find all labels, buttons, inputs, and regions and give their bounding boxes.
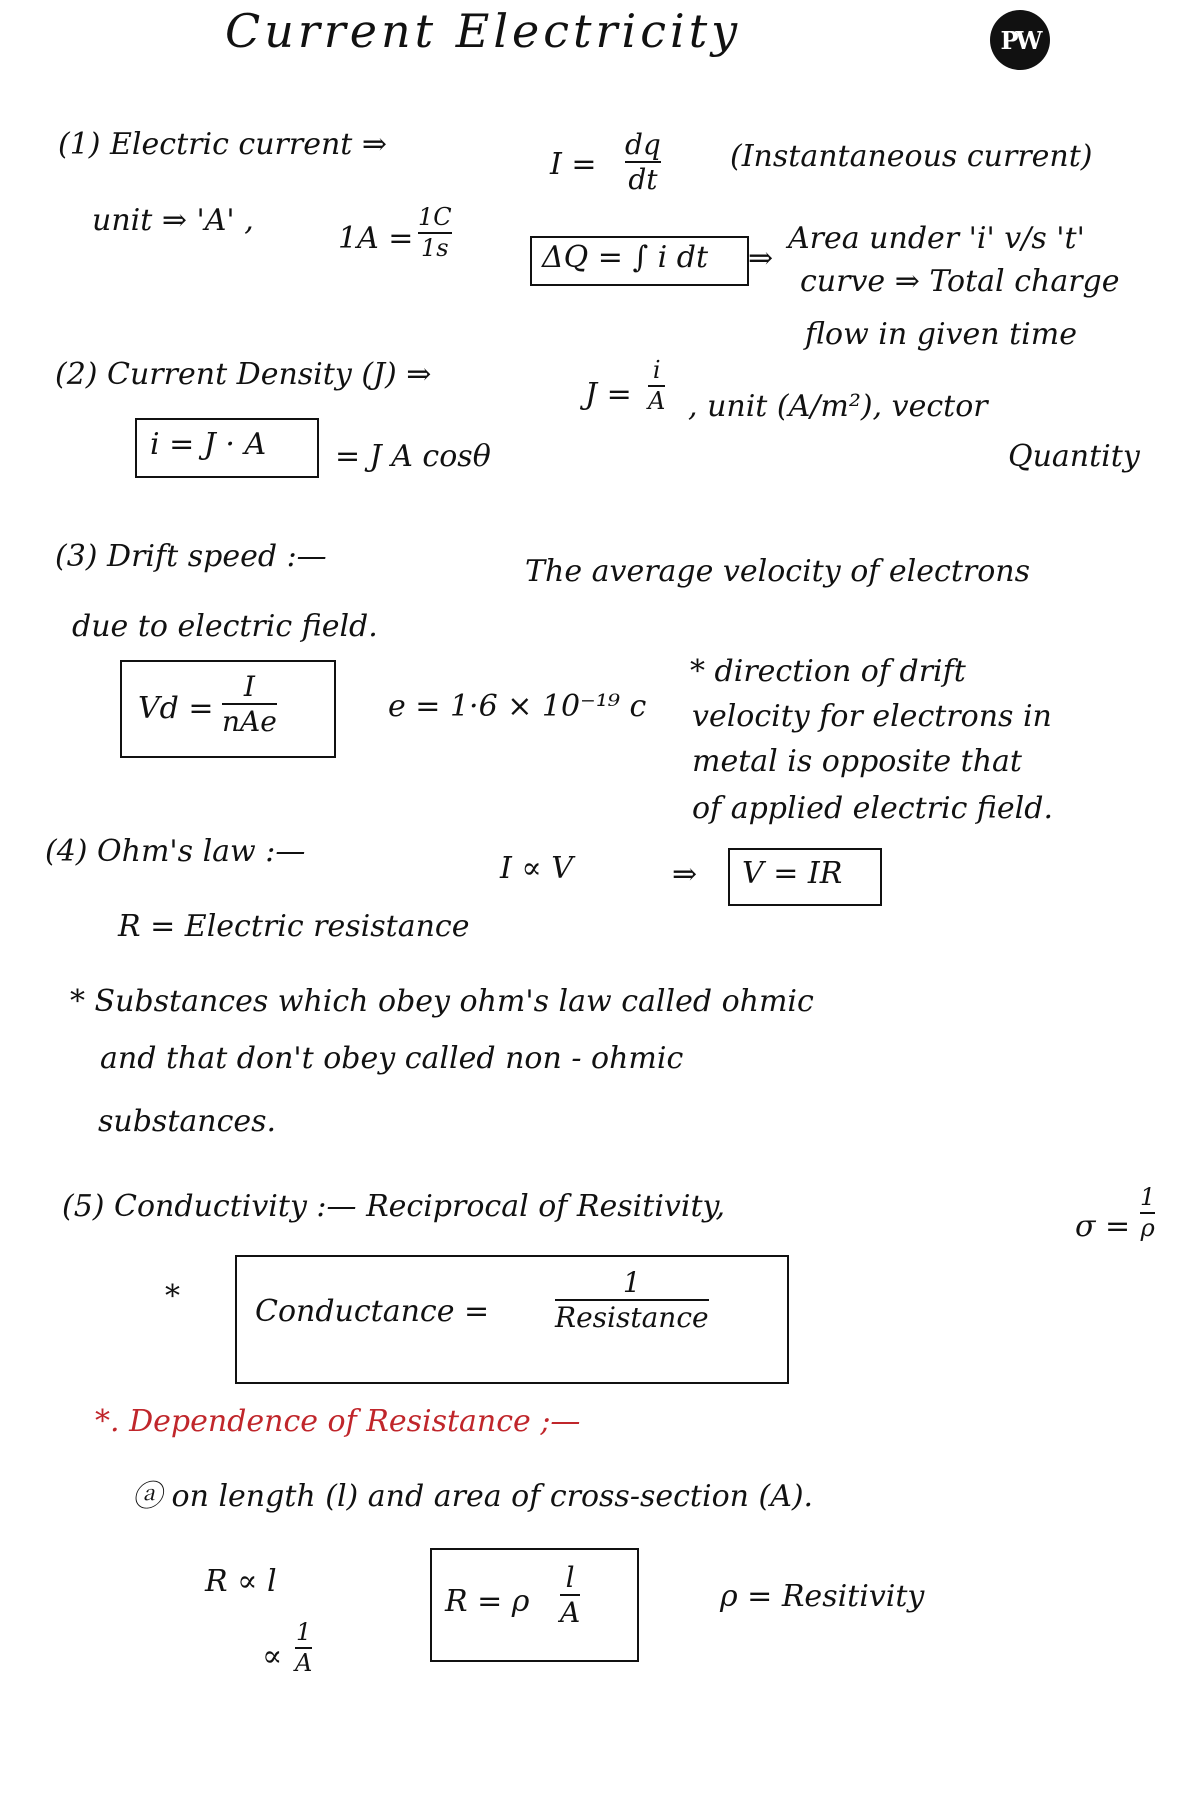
dep-r-prop-l: R ∝ l [205,1564,277,1599]
s2-unit: , unit (A/m²), vector [688,389,988,424]
s1-num: dq [625,128,661,161]
dep-ra-num: 1 [296,1618,312,1646]
s1-formula-lhs: I = [550,147,597,182]
s1-arrow: ⇒ [748,241,774,276]
s4-note3: substances. [98,1104,277,1139]
dep-r-frac [560,1563,580,1628]
s2-quantity: Quantity [1008,439,1140,474]
s1-one-amp-den: 1s [421,234,449,263]
s5-cond-den: Resistance [555,1301,709,1335]
s3-charge: e = 1·6 × 10⁻¹⁹ c [388,689,647,724]
page-title: Current Electricity [225,4,742,58]
s1-one-amp: 1A = [338,221,414,256]
s2-label: (2) Current Density (J) ⇒ [55,357,432,392]
dep-ra-den: A [295,1649,313,1678]
dep-r-prop-a: ∝ [262,1639,283,1674]
s3-note3: metal is opposite that [692,744,1022,779]
s1-note: (Instantaneous current) [730,139,1093,174]
s2-frac [648,358,665,414]
s5-sigma-num: 1 [1140,1183,1156,1211]
s3-label: (3) Drift speed :— [55,539,327,574]
s5-star: * [165,1279,180,1314]
s4-boxed: V = IR [742,856,843,891]
s3-vd-num: I [243,670,255,703]
dep-r-lhs: R = ρ [445,1584,530,1619]
s1-boxed: ΔQ = ∫ i dt [542,240,709,275]
dep-item-a: ⓐ on length (l) and area of cross-section (A). [132,1479,814,1514]
dep-r-num: l [565,1561,575,1594]
logo-text: PW [1000,25,1040,55]
s2-den: A [648,387,666,416]
s1-dq-dt [625,130,661,195]
s1-den: dt [628,163,658,197]
s4-prop: I ∝ V [500,851,573,886]
s5-cond-frac [555,1268,709,1333]
s3-note4: of applied electric field. [692,791,1054,826]
s5-sigma: σ = [1075,1209,1131,1244]
s4-label: (4) Ohm's law :— [45,834,306,869]
s2-num: i [652,356,661,384]
s4-note2: and that don't obey called non - ohmic [100,1041,684,1076]
s3-desc1: The average velocity of electrons [525,554,1031,589]
s5-sigma-den: ρ [1140,1214,1155,1243]
dep-ra-frac [295,1620,312,1676]
s3-vd-den: nAe [222,705,277,739]
pw-logo [990,10,1050,70]
s3-note2: velocity for electrons in [692,699,1052,734]
s5-cond-num: 1 [622,1266,641,1299]
s1-label: (1) Electric current ⇒ [58,127,388,162]
s1-one-amp-num: 1C [418,203,452,231]
s4-note1: * Substances which obey ohm's law called ohmic [70,984,814,1019]
s3-note1: * direction of drift [690,654,966,689]
s5-label: (5) Conductivity :— Reciprocal of Resitivity, [62,1189,726,1224]
dependence-heading: *. Dependence of Resistance ;— [95,1404,581,1439]
s5-cond-lhs: Conductance = [255,1294,490,1329]
s2-boxed: i = J · A [150,427,267,462]
dep-r-den: A [560,1596,581,1630]
s3-desc2: due to electric field. [72,609,378,644]
s2-rhs: = J A cosθ [335,439,491,474]
s2-lhs: J = [585,377,632,412]
s4-arrow: ⇒ [672,857,698,892]
s5-sigma-frac [1140,1185,1155,1241]
s1-area-line3: flow in given time [805,317,1077,352]
s3-vd-lhs: Vd = [138,691,214,726]
dep-rho-def: ρ = Resitivity [720,1579,925,1614]
s4-r-def: R = Electric resistance [118,909,470,944]
s1-area-line2: curve ⇒ Total charge [800,264,1120,299]
s1-area-line1: Area under 'i' v/s 't' [788,221,1085,256]
s1-one-amp-frac [418,205,452,261]
s3-vd-frac [222,672,277,737]
s1-unit: unit ⇒ 'A' , [92,203,254,238]
